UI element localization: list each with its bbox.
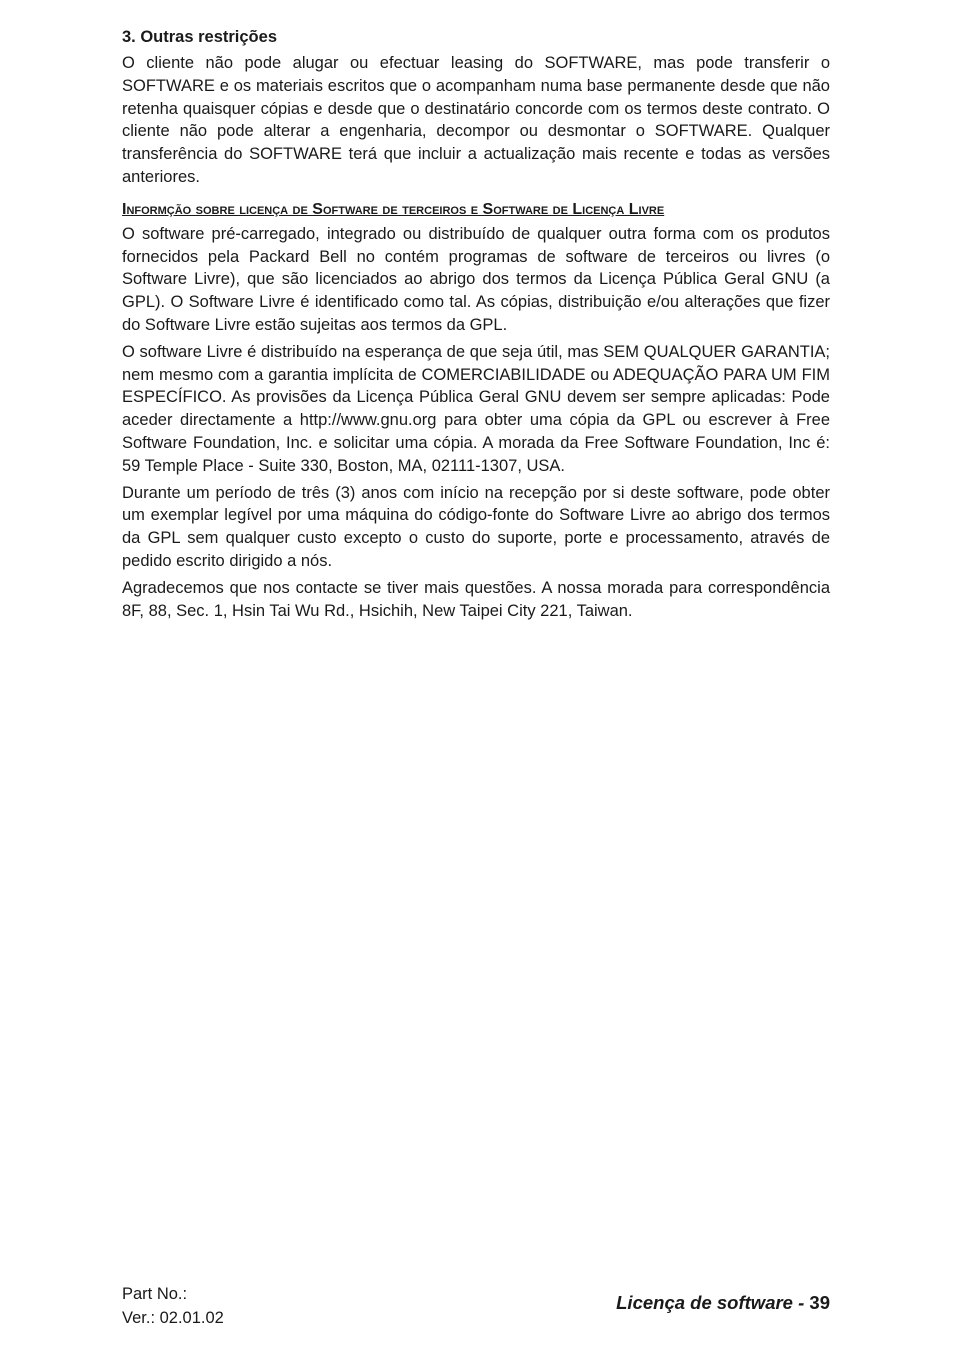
page-content bbox=[122, 26, 830, 626]
section-heading-third-party-software: Informção sobre licença de Software de terceiros e Software de Licença Livre bbox=[122, 200, 665, 218]
section-heading-outras-restricoes: 3. Outras restrições bbox=[122, 28, 277, 46]
paragraph-gpl-warranty: O software Livre é distribuído na esperança de que seja útil, mas SEM QUALQUER GARANTIA; nem mesmo com a garantia implícita de COMERCIABILIDADE ou ADEQUAÇÃO PARA UM FIM ESPECÍFICO. As provisões da Licença Pública Geral GNU devem ser sempre aplicadas: Pode aceder directamente a http://www.gnu.org para obter uma cópia da GPL ou escrever à Free Software Foundation, Inc. e solicitar uma cópia. A morada da Free Software Foundation, Inc é: 59 Temple Place - Suite 330, Boston, MA, 02111-1307, USA. bbox=[122, 342, 830, 475]
paragraph-gpl-intro: O software pré-carregado, integrado ou distribuído de qualquer outra forma com os produtos fornecidos pela Packard Bell no contém programas de software de terceiros ou livres (o Software Livre), que são licenciados ao abrigo dos termos da Licença Pública Geral GNU (a GPL). O Software Livre é identificado como tal. As cópias, distribuição e/ou alterações que fizer do Software Livre estão sujeitas aos termos da GPL. bbox=[122, 224, 830, 334]
footer-document-info bbox=[122, 1282, 224, 1330]
part-number-label: Part No.: bbox=[122, 1285, 188, 1303]
paragraph-outras-restricoes: O cliente não pode alugar ou efectuar leasing do SOFTWARE, mas pode transferir o SOFTWARE e os materiais escritos que o acompanham numa base permanente desde que não retenha quaisquer cópias e desde que o destinatário concorde com os termos deste contrato. O cliente não pode alterar a engenharia, decompor ou desmontar o SOFTWARE. Qualquer transferência do SOFTWARE terá que incluir a actualização mais recente e todas as versões anteriores. bbox=[122, 54, 830, 186]
paragraph-contact-address: Agradecemos que nos contacte se tiver mais questões. A nossa morada para correspondência 8F, 88, Sec. 1, Hsin Tai Wu Rd., Hsichih, New Taipei City 221, Taiwan. bbox=[122, 578, 830, 620]
page-number: 39 bbox=[809, 1292, 830, 1313]
paragraph-source-code-offer: Durante um período de três (3) anos com início na recepção por si deste software, pode obter um exemplar legível por uma máquina do código-fonte do Software Livre ao abrigo dos termos da GPL sem qualquer custo excepto o custo do suporte, porte e processamento, através de pedido escrito dirigido a nós. bbox=[122, 483, 830, 570]
version-label: Ver.: 02.01.02 bbox=[122, 1309, 224, 1327]
footer-page-info bbox=[616, 1290, 830, 1316]
running-title: Licença de software - bbox=[616, 1292, 805, 1313]
